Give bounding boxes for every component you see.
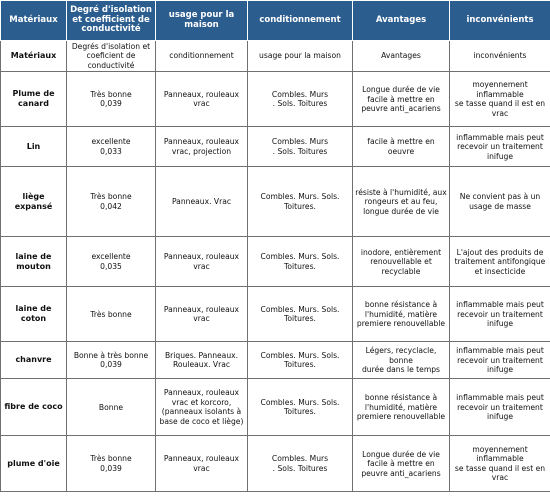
material-cell: chanvre [1, 342, 67, 379]
table-row [1, 342, 550, 379]
table-row [1, 237, 550, 287]
table-row [1, 436, 550, 492]
usage-cell: Panneaux, rouleaux vrac et korcoro, (panneaux isolants à base de coco et liège) [156, 379, 248, 436]
table-row [1, 287, 550, 342]
degree-cell: Très bonne 0,039 [67, 72, 156, 127]
header-usage: usage pour la maison [156, 1, 248, 41]
degree-cell: excellente 0,035 [67, 237, 156, 287]
conditionnement-cell: Combles. Murs . Sols. Toitures [248, 72, 353, 127]
advantages-cell: inodore, entièrement renouvellable et recyclable [353, 237, 450, 287]
degree-cell: Degrés d'isolation et coeficient de conductivité [67, 41, 156, 72]
table-row [1, 72, 550, 127]
header-avantages: Avantages [353, 1, 450, 41]
usage-cell: Briques. Panneaux. Rouleaux. Vrac [156, 342, 248, 379]
conditionnement-cell: Combles. Murs. Sols. Toitures. [248, 379, 353, 436]
advantages-cell: Longue durée de vie facile à mettre en peuvre anti_acariens [353, 436, 450, 492]
header-inconvenients: inconvénients [450, 1, 550, 41]
usage-cell: Panneaux, rouleaux vrac [156, 436, 248, 492]
disadvantages-cell: inflammable mais peut recevoir un traitement inifuge [450, 342, 550, 379]
material-cell: Plume de canard [1, 72, 67, 127]
table-row [1, 127, 550, 167]
material-cell: Lin [1, 127, 67, 167]
conditionnement-cell: Combles. Murs . Sols. Toitures [248, 127, 353, 167]
header-materiaux: Matériaux [1, 1, 67, 41]
header-degre: Degré d'isolation et coefficient de conductivité [67, 1, 156, 41]
usage-cell: conditionnement [156, 41, 248, 72]
disadvantages-cell: inflammable mais peut recevoir un traitement inifuge [450, 127, 550, 167]
disadvantages-cell: inconvénients [450, 41, 550, 72]
disadvantages-cell: moyennement inflammable se tasse quand il est en vrac [450, 72, 550, 127]
table-row [1, 41, 550, 72]
conditionnement-cell: Combles. Murs. Sols. Toitures. [248, 167, 353, 237]
disadvantages-cell: Ne convient pas à un usage de masse [450, 167, 550, 237]
usage-cell: Panneaux, rouleaux vrac [156, 287, 248, 342]
material-cell: fibre de coco [1, 379, 67, 436]
material-cell: plume d'oie [1, 436, 67, 492]
degree-cell: Très bonne 0,039 [67, 436, 156, 492]
table-row [1, 167, 550, 237]
table-row [1, 379, 550, 436]
usage-cell: Panneaux, rouleaux vrac [156, 237, 248, 287]
degree-cell: excellente 0,033 [67, 127, 156, 167]
advantages-cell: facile à mettre en oeuvre [353, 127, 450, 167]
conditionnement-cell: Combles. Murs . Sols. Toitures [248, 436, 353, 492]
disadvantages-cell: L'ajout des produits de traitement antifongique et insecticide [450, 237, 550, 287]
usage-cell: Panneaux, rouleaux vrac [156, 72, 248, 127]
disadvantages-cell: inflammable mais peut recevoir un traitement inifuge [450, 379, 550, 436]
conditionnement-cell: usage pour la maison [248, 41, 353, 72]
advantages-cell: Avantages [353, 41, 450, 72]
advantages-cell: bonne résistance à l'humidité, matière premiere renouvellable [353, 379, 450, 436]
disadvantages-cell: moyennement inflammable se tasse quand il est en vrac [450, 436, 550, 492]
header-row [1, 1, 550, 41]
conditionnement-cell: Combles. Murs. Sols. Toitures. [248, 342, 353, 379]
material-cell: liège expansé [1, 167, 67, 237]
disadvantages-cell: inflammable mais peut recevoir un traitement inifuge [450, 287, 550, 342]
header-conditionnement: conditionnement [248, 1, 353, 41]
advantages-cell: Longue durée de vie facile à mettre en peuvre anti_acariens [353, 72, 450, 127]
advantages-cell: Légers, recyclacle, bonne durée dans le temps [353, 342, 450, 379]
usage-cell: Panneaux, rouleaux vrac, projection [156, 127, 248, 167]
advantages-cell: résiste à l'humidité, aux rongeurs et au feu, longue durée de vie [353, 167, 450, 237]
degree-cell: Bonne [67, 379, 156, 436]
degree-cell: Très bonne 0,042 [67, 167, 156, 237]
material-cell: Matériaux [1, 41, 67, 72]
degree-cell: Très bonne [67, 287, 156, 342]
material-cell: laine de mouton [1, 237, 67, 287]
conditionnement-cell: Combles. Murs. Sols. Toitures. [248, 287, 353, 342]
conditionnement-cell: Combles. Murs. Sols. Toitures. [248, 237, 353, 287]
advantages-cell: bonne résistance à l'humidité, matière premiere renouvellable [353, 287, 450, 342]
degree-cell: Bonne à très bonne 0,039 [67, 342, 156, 379]
usage-cell: Panneaux. Vrac [156, 167, 248, 237]
material-cell: laine de coton [1, 287, 67, 342]
